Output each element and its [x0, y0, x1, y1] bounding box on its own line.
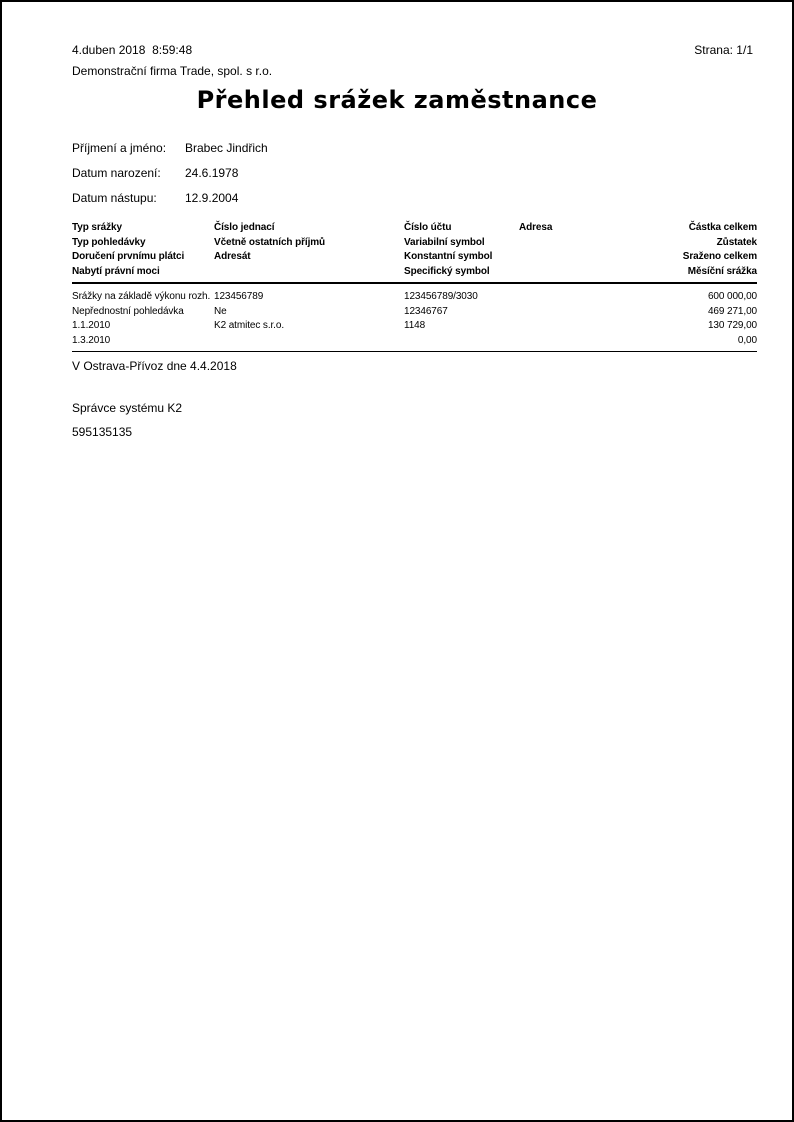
table-header-cell: Variabilní symbol	[404, 236, 485, 248]
table-header-cell: Typ srážky	[72, 222, 122, 233]
table-header-cell: Částka celkem	[688, 222, 757, 233]
page-number: Strana: 1/1	[694, 43, 753, 57]
field-value-birthdate: 24.6.1978	[185, 166, 239, 180]
table-header-cell: Doručení prvnímu plátci	[72, 251, 185, 262]
table-cell: 1.3.2010	[72, 334, 111, 346]
issuer-name: Správce systému K2	[72, 401, 183, 415]
header-col-account	[404, 221, 519, 279]
table-cell: 1.1.2010	[72, 320, 111, 331]
table-header-cell: Nabytí právní moci	[72, 265, 160, 277]
row-col-address	[519, 290, 619, 348]
row-col-deduction-type	[72, 290, 214, 348]
row-col-reference	[214, 290, 404, 348]
field-label-birthdate: Datum narození:	[72, 166, 161, 180]
page-title: Přehled srážek zaměstnance	[196, 86, 598, 114]
printed-at: 4.duben 2018 8:59:48	[72, 43, 193, 57]
table-cell: 1148	[404, 320, 426, 331]
table-cell: 0,00	[737, 334, 757, 346]
table-header-cell: Adresát	[214, 251, 251, 262]
issuer-phone: 595135135	[72, 425, 133, 439]
table-header-cell: Číslo jednací	[214, 222, 275, 233]
table-header-cell: Adresa	[519, 222, 553, 233]
header-col-reference	[214, 221, 404, 279]
table-header-cell: Zůstatek	[716, 236, 757, 248]
place-and-date: V Ostrava-Přívoz dne 4.4.2018	[72, 359, 237, 373]
table-header-cell: Měsíční srážka	[687, 265, 757, 277]
row-col-account	[404, 290, 519, 348]
header-col-deduction-type	[72, 221, 214, 279]
table-header-cell: Sraženo celkem	[682, 251, 757, 262]
table-header	[72, 221, 757, 284]
company-name: Demonstrační firma Trade, spol. s r.o.	[72, 64, 273, 78]
table-cell: K2 atmitec s.r.o.	[214, 320, 284, 331]
table-cell: 123456789/3030	[404, 291, 478, 302]
table-cell: 12346767	[404, 305, 448, 317]
table-cell: Nepřednostní pohledávka	[72, 305, 184, 317]
field-value-startdate: 12.9.2004	[185, 191, 239, 205]
field-label-startdate: Datum nástupu:	[72, 191, 157, 205]
header-col-amounts	[619, 221, 757, 279]
table-header-cell: Typ pohledávky	[72, 236, 146, 248]
field-value-name: Brabec Jindřich	[185, 141, 268, 155]
table-cell: 469 271,00	[707, 305, 757, 317]
field-label-name: Příjmení a jméno:	[72, 141, 167, 155]
table-cell: 123456789	[214, 291, 264, 302]
table-cell: Ne	[214, 305, 227, 317]
header-col-address	[519, 221, 619, 279]
deductions-table	[72, 221, 757, 352]
table-cell: Srážky na základě výkonu rozh.	[72, 291, 211, 302]
table-cell: 130 729,00	[707, 320, 757, 331]
table-header-cell: Specifický symbol	[404, 265, 490, 277]
table-header-cell: Včetně ostatních příjmů	[214, 236, 326, 248]
row-col-amounts	[619, 290, 757, 348]
table-row	[72, 284, 757, 352]
table-header-cell: Číslo účtu	[404, 222, 452, 233]
table-cell: 600 000,00	[707, 291, 757, 302]
table-header-cell: Konstantní symbol	[404, 251, 493, 262]
